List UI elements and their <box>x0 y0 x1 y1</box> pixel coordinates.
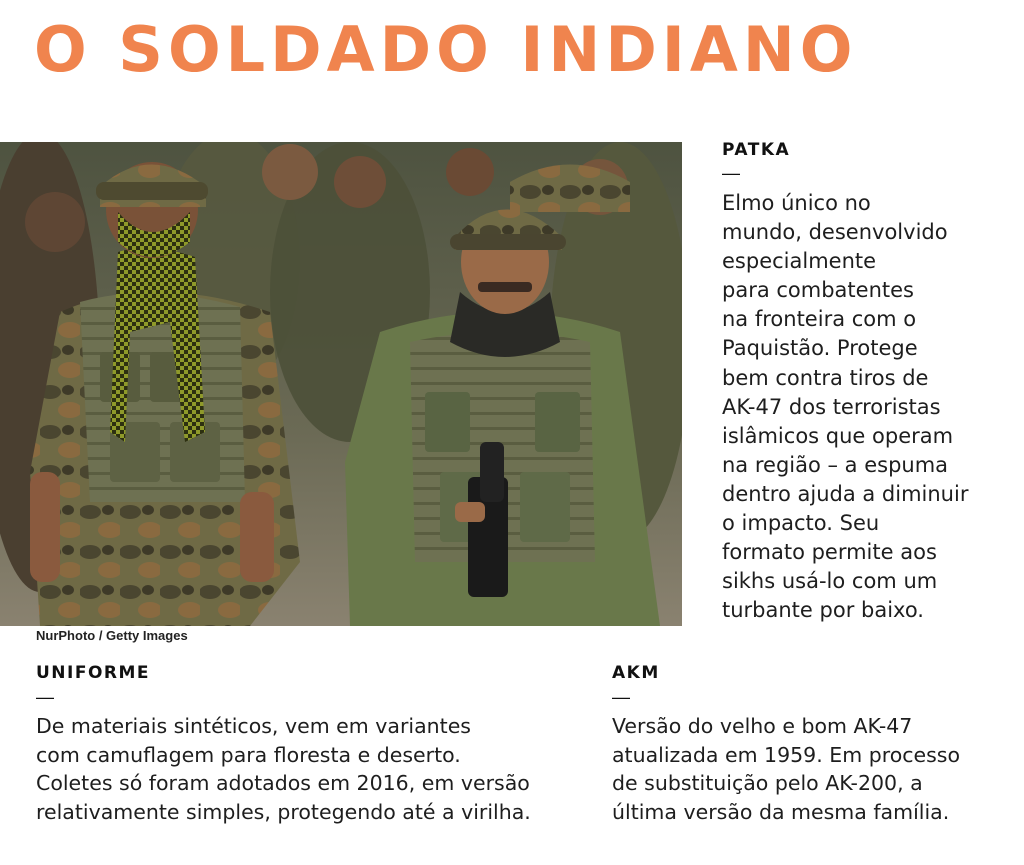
akm-text <box>612 712 1012 826</box>
patka-line: dentro ajuda a diminuir <box>722 481 969 506</box>
patka-line: mundo, desenvolvido <box>722 220 948 245</box>
patka-line: bem contra tiros de <box>722 365 929 390</box>
patka-line: islâmicos que operam <box>722 423 954 448</box>
page-title: O SOLDADO INDIANO <box>34 13 858 86</box>
patka-line: turbante por baixo. <box>722 598 924 623</box>
patka-line: na fronteira com o <box>722 307 917 332</box>
soldiers-photo <box>0 142 682 626</box>
akm-line: última versão da mesma família. <box>612 799 950 824</box>
uniforme-dash: — <box>36 687 54 707</box>
patka-line: na região – a espuma <box>722 452 949 477</box>
uniforme-heading: UNIFORME <box>36 663 151 683</box>
uniforme-line: com camuflagem para floresta e deserto. <box>36 742 461 767</box>
akm-line: atualizada em 1959. Em processo <box>612 742 961 767</box>
patka-line: Paquistão. Protege <box>722 336 918 361</box>
patka-line: AK-47 dos terroristas <box>722 394 941 419</box>
patka-line: para combatentes <box>722 278 914 303</box>
patka-line: especialmente <box>722 249 877 274</box>
patka-text <box>722 189 1002 625</box>
patka-line: sikhs usá-lo com um <box>722 569 938 594</box>
uniforme-line: Coletes só foram adotados em 2016, em versão <box>36 771 530 795</box>
akm-heading: AKM <box>612 663 660 683</box>
akm-dash: — <box>612 687 630 707</box>
akm-line: Versão do velho e bom AK-47 <box>612 714 913 738</box>
uniforme-line: relativamente simples, protegendo até a virilha. <box>36 799 531 824</box>
patka-line: o impacto. Seu <box>722 511 880 536</box>
photo-credit: NurPhoto / Getty Images <box>36 628 188 643</box>
uniforme-text <box>36 712 596 826</box>
patka-line: formato permite aos <box>722 540 937 565</box>
patka-dash: — <box>722 163 740 183</box>
akm-line: de substituição pelo AK-200, a <box>612 771 923 795</box>
patka-heading: PATKA <box>722 140 791 160</box>
uniforme-line: De materiais sintéticos, vem em variantes <box>36 714 471 738</box>
patka-line: Elmo único no <box>722 191 871 215</box>
